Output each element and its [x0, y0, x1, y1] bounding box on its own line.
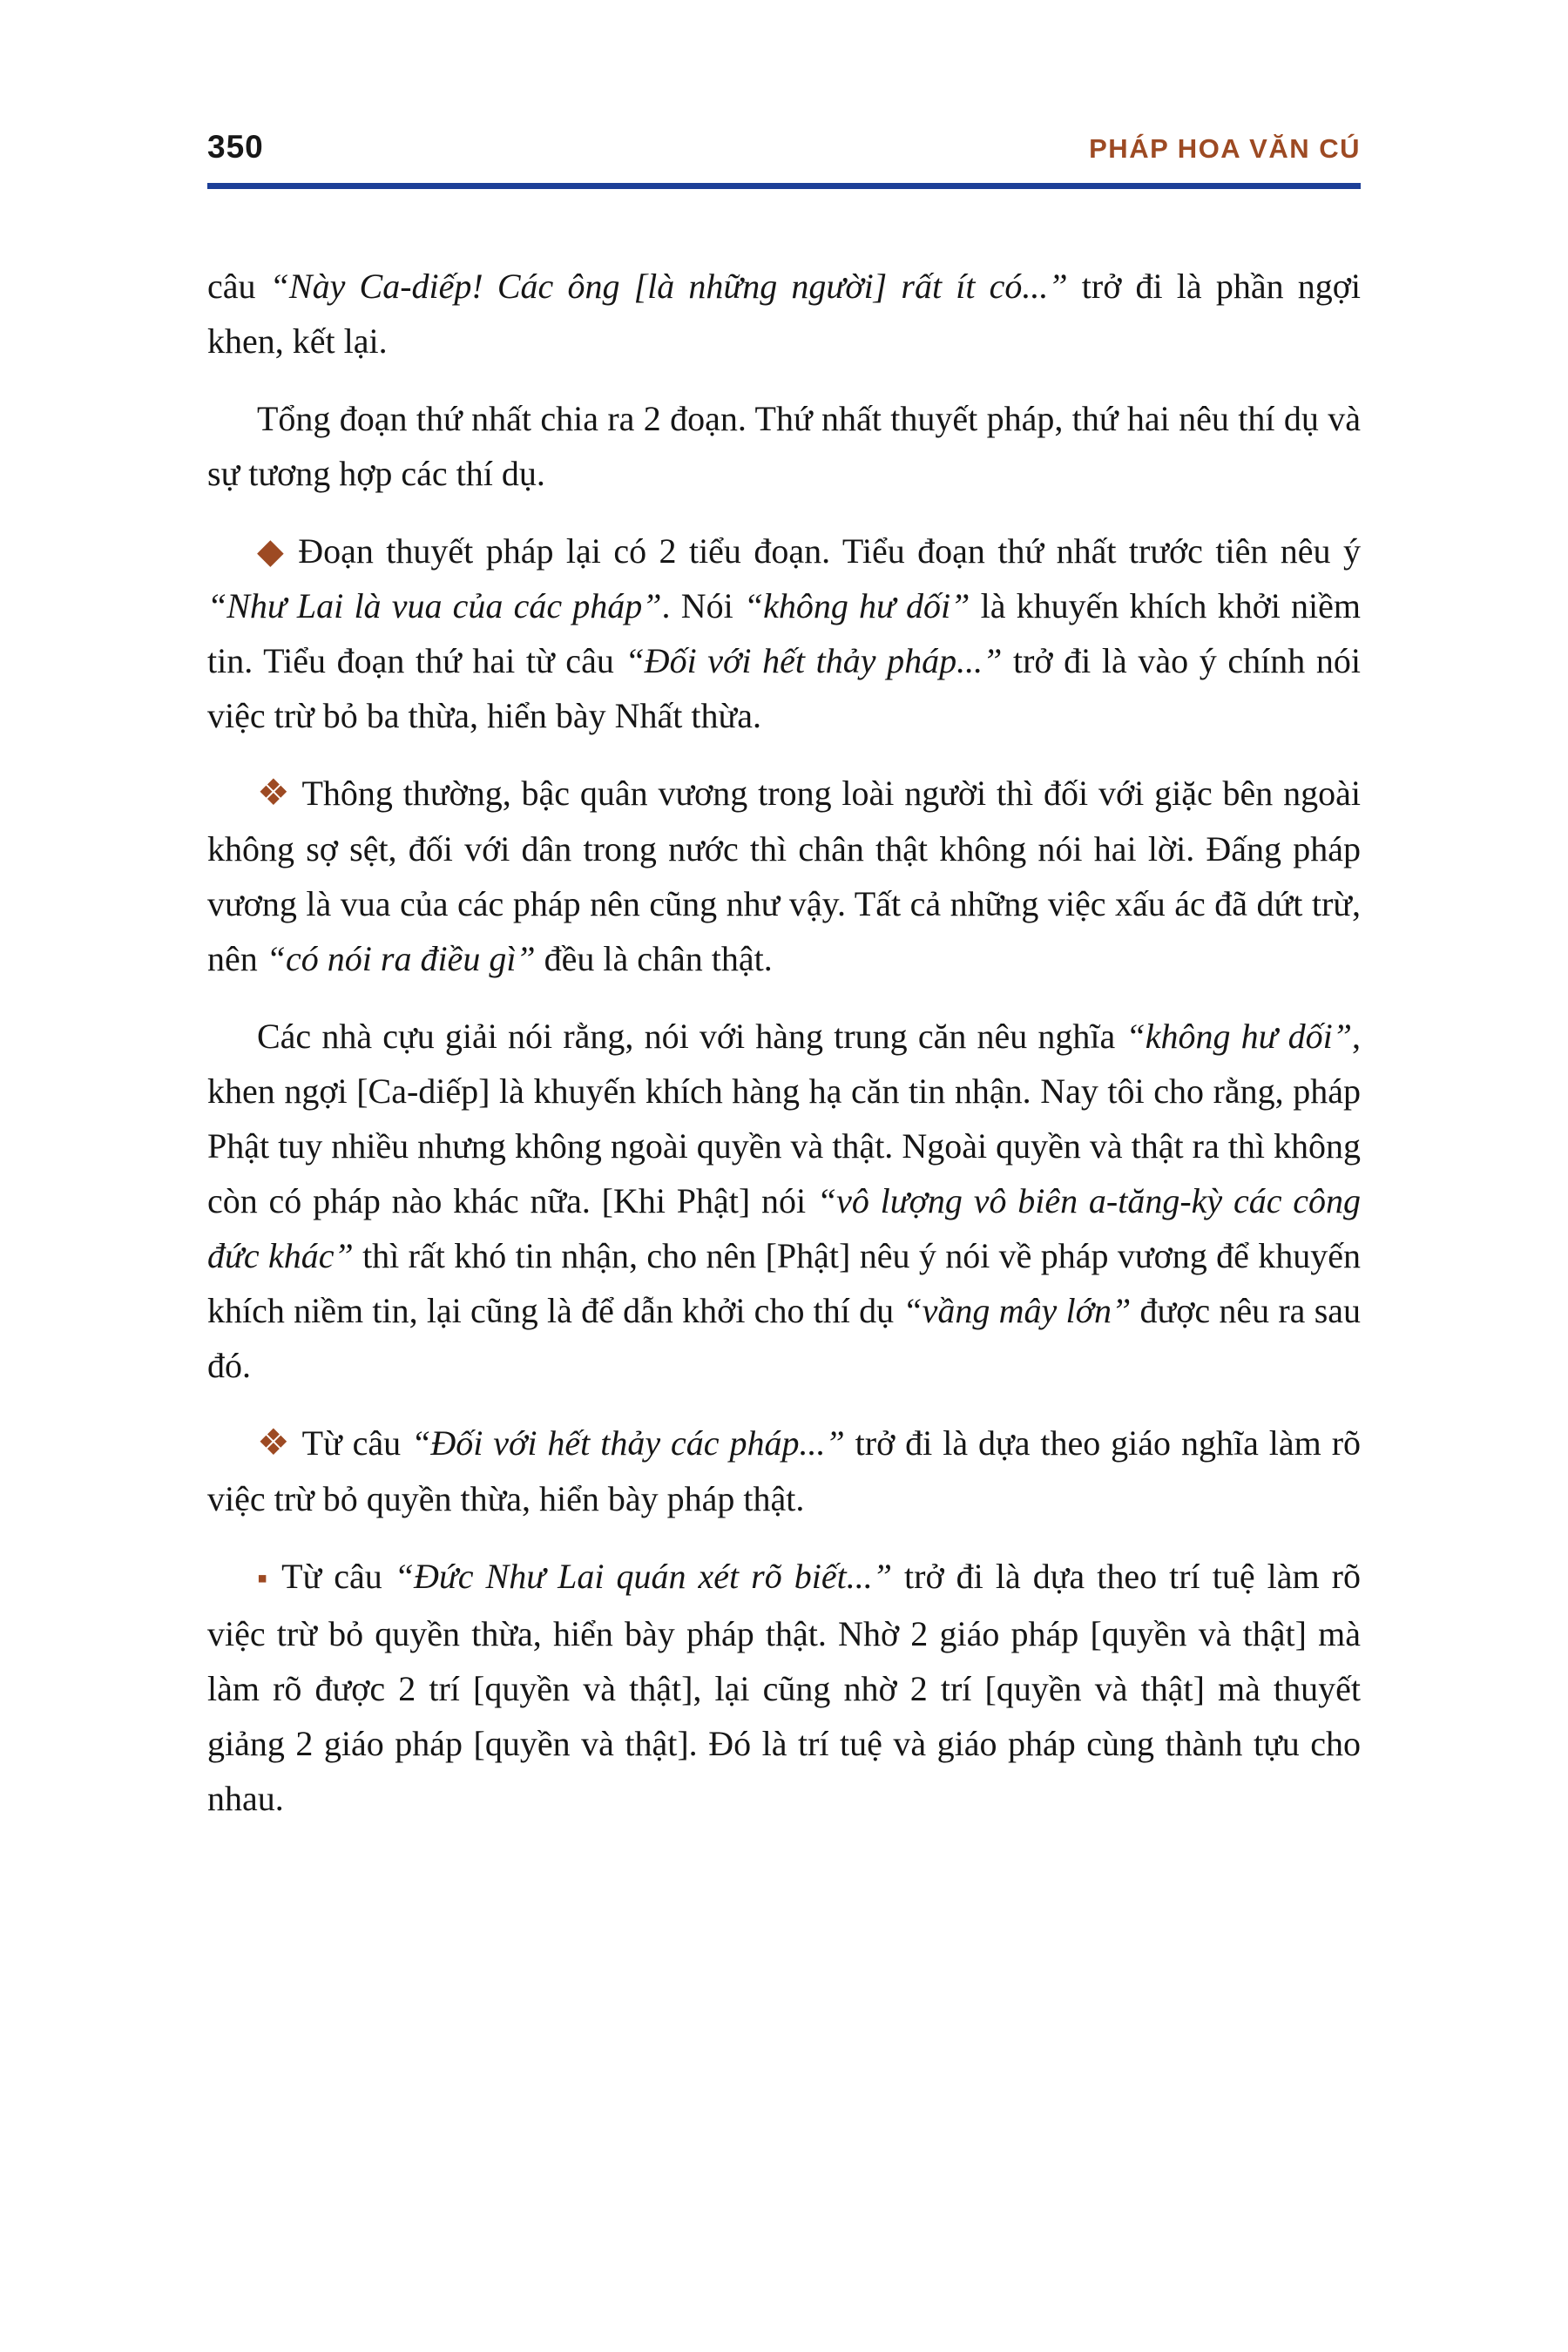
header-rule-divider: [207, 183, 1361, 189]
paragraph-6: [207, 1416, 1361, 1526]
page-number: 350: [207, 129, 264, 165]
text-run: trở đi là vào ý chính nói việc trừ bỏ ba thừa, hiển bày Nhất thừa.: [207, 641, 1361, 735]
four-diamond-bullet-icon: ❖: [257, 774, 292, 814]
quoted-text-run: “có nói ra điều gì”: [266, 939, 536, 978]
text-run: . Nói: [661, 586, 744, 625]
text-run: Từ câu: [281, 1557, 395, 1596]
quoted-text-run: “vầng mây lớn”: [902, 1291, 1132, 1330]
paragraph-2: [207, 391, 1361, 501]
quoted-text-run: “không hư dối”: [1125, 1017, 1352, 1056]
quoted-text-run: “vô lượng vô biên a-tăng-kỳ các công đức khác”: [207, 1181, 1361, 1275]
quoted-text-run: “Đối với hết thảy pháp...”: [625, 641, 1003, 680]
text-run: Tổng đoạn thứ nhất chia ra 2 đoạn. Thứ nhất thuyết pháp, thứ hai nêu thí dụ và sự tương hợp các thí dụ.: [207, 399, 1361, 493]
text-run: , khen ngợi [Ca-diếp] là khuyến khích hàng hạ căn tin nhận. Nay tôi cho rằng, pháp Phật tuy nhiều nhưng không ngoài quyền và thật. Ngoài quyền và thật ra thì không còn có pháp nào khác nữa. [Khi Phật] nói: [207, 1017, 1361, 1220]
page-body: [207, 259, 1361, 1826]
quoted-text-run: “Đối với hết thảy các pháp...”: [411, 1423, 845, 1463]
paragraph-1: [207, 259, 1361, 368]
text-run: thì rất khó tin nhận, cho nên [Phật] nêu ý nói về pháp vương để khuyến khích niềm tin, lại cũng là để dẫn khởi cho thí dụ: [207, 1236, 1362, 1330]
text-run: được nêu ra sau đó.: [207, 1291, 1362, 1385]
text-run: là khuyến khích khởi niềm tin. Tiểu đoạn thứ hai từ câu: [207, 586, 1362, 680]
running-title: PHÁP HOA VĂN CÚ: [1089, 133, 1361, 164]
text-run: Đoạn thuyết pháp lại có 2 tiểu đoạn. Tiểu đoạn thứ nhất trước tiên nêu ý: [298, 531, 1361, 571]
text-run: trở đi là dựa theo giáo nghĩa làm rõ việc trừ bỏ quyền thừa, hiển bày pháp thật.: [207, 1423, 1362, 1518]
diamond-bullet-icon: ◆: [257, 531, 288, 571]
text-run: Từ câu: [301, 1423, 412, 1463]
quoted-text-run: “Này Ca-diếp! Các ông [là những người] rất ít có...”: [269, 267, 1068, 306]
text-run: trở đi là phần ngợi khen, kết lại.: [207, 267, 1361, 361]
paragraph-4: [207, 766, 1361, 986]
four-diamond-bullet-icon: ❖: [257, 1423, 292, 1463]
text-run: đều là chân thật.: [535, 939, 773, 978]
text-run: câu: [207, 267, 270, 306]
text-run: Thông thường, bậc quân vương trong loài người thì đối với giặc bên ngoài không sợ sệt, đối với dân trong nước thì chân thật không nói hai lời. Đấng pháp vương là vua của các pháp nên cũng như vậy. Tất cả những việc xấu ác đã dứt trừ, nên: [207, 774, 1362, 978]
square-bullet-icon: ▪: [257, 1563, 272, 1595]
quoted-text-run: “không hư dối”: [743, 586, 970, 625]
paragraph-7: [207, 1549, 1361, 1826]
paragraph-5: [207, 1009, 1361, 1393]
text-run: trở đi là dựa theo trí tuệ làm rõ việc trừ bỏ quyền thừa, hiển bày pháp thật. Nhờ 2 giáo pháp [quyền và thật] mà làm rõ được 2 trí [quyền và thật], lại cũng nhờ 2 trí [quyền và thật] mà thuyết giảng 2 giáo pháp [quyền và thật]. Đó là trí tuệ và giáo pháp cùng thành tựu cho nhau.: [207, 1557, 1361, 1818]
text-run: Các nhà cựu giải nói rằng, nói với hàng trung căn nêu nghĩa: [257, 1017, 1126, 1056]
quoted-text-run: “Như Lai là vua của các pháp”: [207, 586, 662, 625]
quoted-text-run: “Đức Như Lai quán xét rõ biết...”: [394, 1557, 893, 1596]
page-header: [207, 129, 1361, 166]
paragraph-3: [207, 524, 1361, 743]
